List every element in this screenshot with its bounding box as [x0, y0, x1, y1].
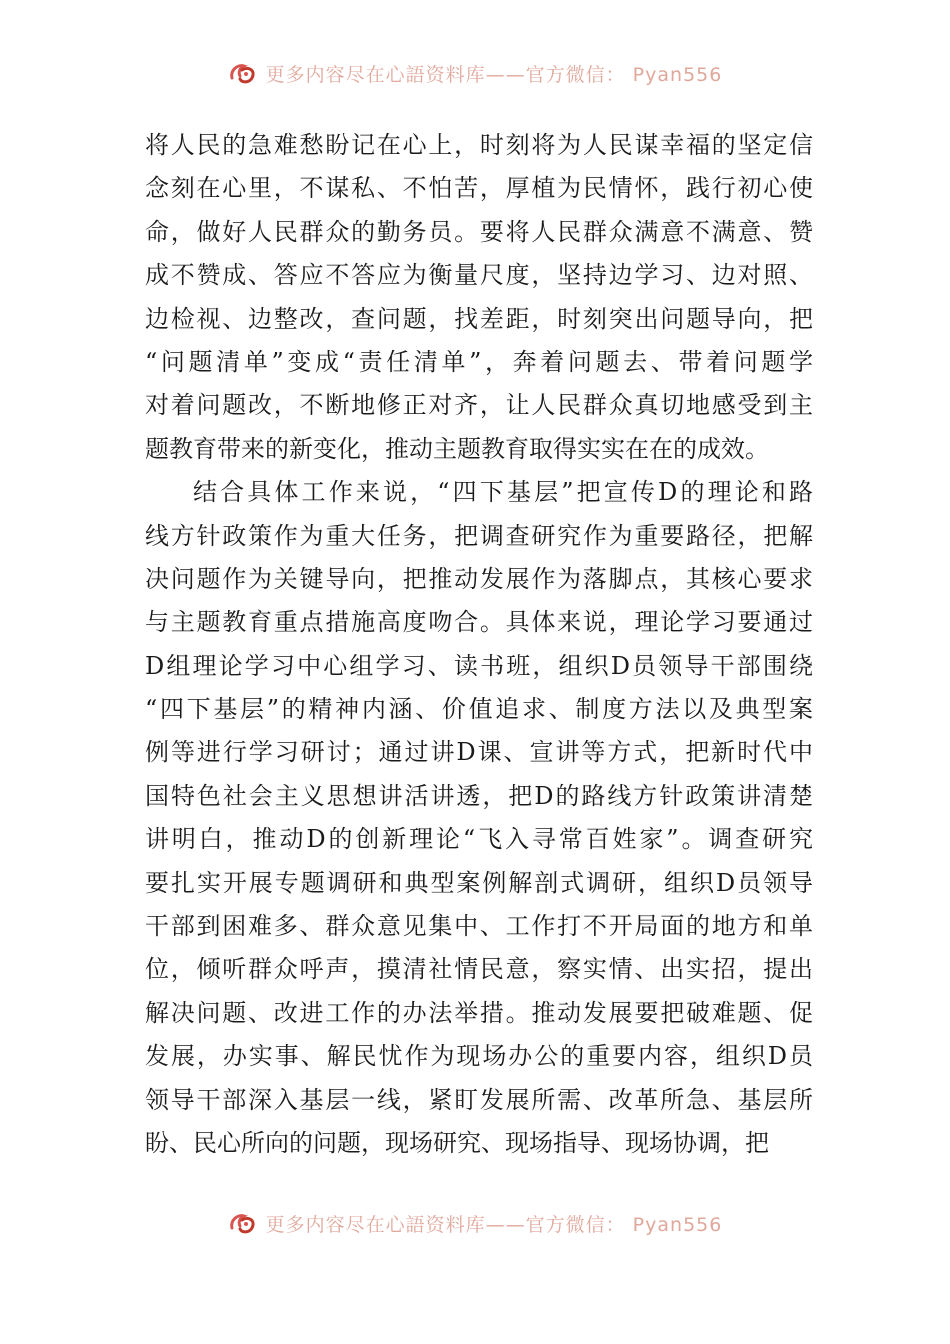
- text-line: 解决问题、改进工作的办法举措。推动发展要把破难题、促: [145, 998, 813, 1027]
- paragraph-2: [145, 471, 813, 1165]
- text-line: 将人民的急难愁盼记在心上，时刻将为人民谋幸福的坚定信: [145, 131, 813, 159]
- text-line: 结合具体工作来说，“四下基层”把宣传D的理论和路: [193, 478, 813, 507]
- text-line: 要扎实开展专题调研和典型案例解剖式调研，组织D员领导: [145, 868, 813, 897]
- text-line: 决问题作为关键导向，把推动发展作为落脚点，其核心要求: [145, 564, 813, 593]
- text-line: 线方针政策作为重大任务，把调查研究作为重要路径，把解: [145, 521, 813, 550]
- text-line: 讲明白，推动D的创新理论“飞入寻常百姓家”。调查研究: [145, 825, 813, 854]
- text-line: 干部到困难多、群众意见集中、工作打不开局面的地方和单: [145, 912, 813, 941]
- text-line: 发展，办实事、解民忧作为现场办公的重要内容，组织D员: [145, 1042, 813, 1071]
- watermark-text: 更多内容尽在心語资料库——官方微信： Pyan556: [265, 63, 723, 86]
- watermark-text: 更多内容尽在心語资料库——官方微信： Pyan556: [265, 1213, 723, 1236]
- text-line: 边检视、边整改，查问题，找差距，时刻突出问题导向，把: [145, 304, 813, 333]
- text-line: 国特色社会主义思想讲活讲透，把D的路线方针政策讲清楚: [145, 781, 813, 810]
- paragraph-1: [145, 124, 813, 471]
- text-line: D组理论学习中心组学习、读书班，组织D员领导干部围绕: [145, 651, 813, 680]
- text-line: 盼、民心所向的问题，现场研究、现场指导、现场协调，把: [145, 1128, 769, 1157]
- watermark-logo-icon: [228, 60, 258, 86]
- text-line: “四下基层”的精神内涵、价值追求、制度方法以及典型案: [145, 695, 813, 724]
- text-line: 命，做好人民群众的勤务员。要将人民群众满意不满意、赞: [145, 217, 813, 246]
- text-line: 领导干部深入基层一线，紧盯发展所需、改革所急、基层所: [145, 1085, 813, 1114]
- text-line: 对着问题改，不断地修正对齐，让人民群众真切地感受到主: [145, 391, 813, 420]
- text-line: 例等进行学习研讨；通过讲D课、宣讲等方式，把新时代中: [145, 738, 813, 767]
- text-line: 念刻在心里，不谋私、不怕苦，厚植为民情怀，践行初心使: [145, 174, 813, 203]
- header-watermark: [0, 58, 950, 88]
- text-line: 与主题教育重点措施高度吻合。具体来说，理论学习要通过: [145, 608, 813, 637]
- watermark-logo-icon: [228, 1210, 258, 1236]
- footer-watermark: [0, 1208, 950, 1238]
- text-line: 题教育带来的新变化，推动主题教育取得实实在在的成效。: [145, 434, 769, 463]
- text-line: 位，倾听群众呼声，摸清社情民意，察实情、出实招，提出: [145, 955, 813, 984]
- text-line: 成不赞成、答应不答应为衡量尺度，坚持边学习、边对照、: [145, 261, 813, 290]
- body-text: [145, 124, 813, 1165]
- text-line: “问题清单”变成“责任清单”，奔着问题去、带着问题学: [145, 347, 813, 376]
